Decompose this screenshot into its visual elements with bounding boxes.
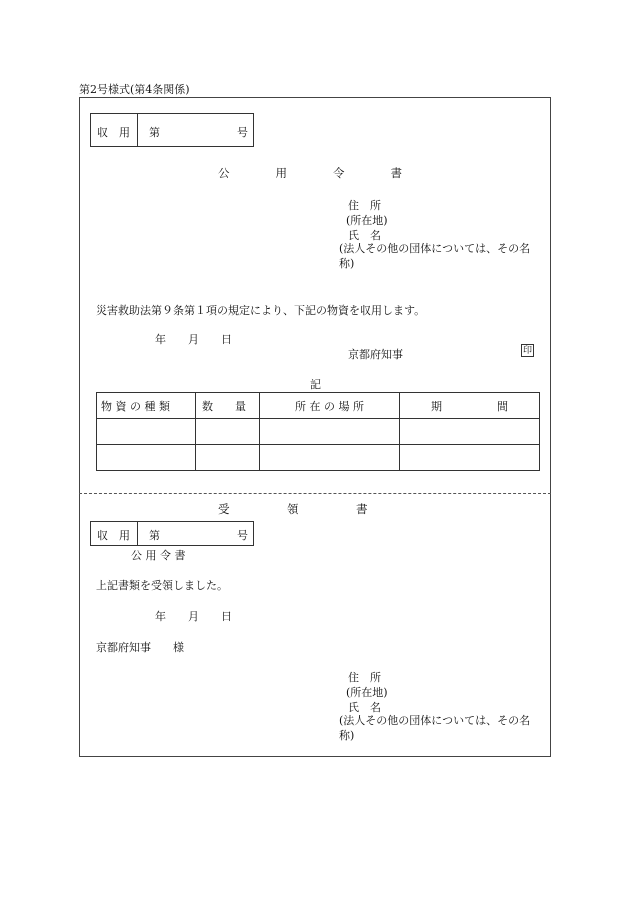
cut-line (79, 493, 551, 494)
seal-mark: 印 (522, 346, 532, 356)
address-label: 住 所 (348, 671, 381, 684)
issuer-name: 京都府知事 (348, 348, 403, 361)
corporate-note: (法人その他の団体については、その名称) (339, 242, 531, 270)
receipt-number: 第 号 (149, 529, 248, 542)
name-label: 氏 名 (348, 229, 381, 242)
location-label: (所在地) (346, 214, 388, 227)
table-cell[interactable] (97, 445, 196, 471)
items-table (96, 392, 540, 471)
date-line: 年 月 日 (155, 333, 232, 346)
location-label: (所在地) (346, 686, 388, 699)
receipt-box-bottom (90, 521, 254, 546)
header-item-type: 物 資 の 種 類 (97, 393, 196, 419)
document-title: 公 用 令 書 (218, 166, 402, 180)
table-row (97, 445, 540, 471)
corporate-note: (法人その他の団体については、その名称) (339, 714, 531, 742)
table-cell[interactable] (260, 419, 400, 445)
table-header-row (97, 393, 540, 419)
receipt-kind: 収 用 (97, 126, 130, 139)
addressee-line: 京都府知事 様 (96, 641, 184, 654)
header-quantity: 数 量 (196, 393, 260, 419)
table-cell[interactable] (196, 419, 260, 445)
table-cell[interactable] (196, 445, 260, 471)
receipt-number: 第 号 (149, 126, 248, 139)
receipt-title: 受 領 書 (218, 502, 368, 516)
table-cell[interactable] (97, 419, 196, 445)
form-label: 第2号様式(第4条関係) (79, 83, 190, 96)
header-period: 期 間 (400, 393, 540, 419)
receipt-statement: 上記書類を受領しました。 (96, 579, 228, 592)
table-cell[interactable] (400, 419, 540, 445)
table-row (97, 419, 540, 445)
receipt-kind: 収 用 (97, 529, 130, 542)
header-location: 所 在 の 場 所 (260, 393, 400, 419)
order-caption: 公 用 令 書 (131, 549, 186, 562)
ki-heading: 記 (310, 378, 321, 391)
statement-text: 災害救助法第９条第１項の規定により、下記の物資を収用します。 (96, 304, 426, 317)
table-cell[interactable] (400, 445, 540, 471)
receipt-box (90, 113, 254, 147)
name-label: 氏 名 (348, 701, 381, 714)
date-line-bottom: 年 月 日 (155, 610, 232, 623)
address-label: 住 所 (348, 199, 381, 212)
table-cell[interactable] (260, 445, 400, 471)
